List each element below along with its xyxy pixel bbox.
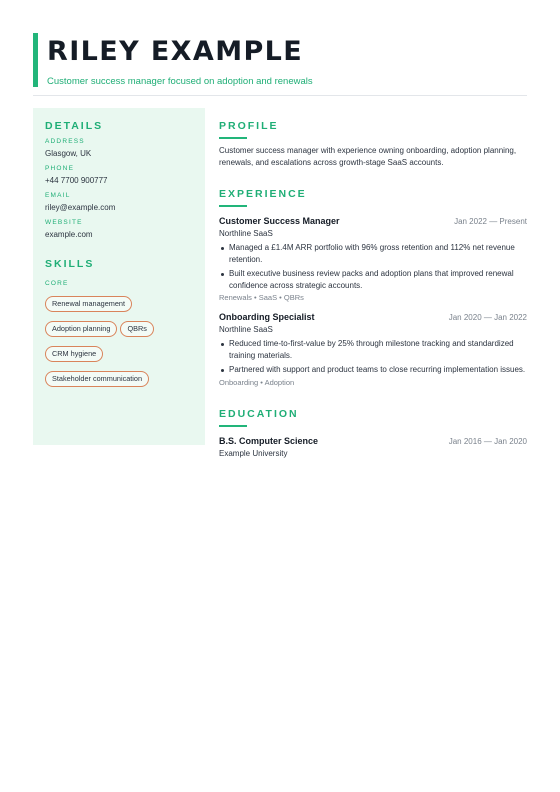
education-dates: Jan 2016 — Jan 2020 <box>448 436 527 446</box>
experience-section <box>219 188 527 388</box>
main-content <box>219 120 527 459</box>
section-underline <box>219 137 247 139</box>
education-section <box>219 408 527 459</box>
candidate-name: RILEY EXAMPLE <box>47 36 304 67</box>
skill-chip: Adoption planning <box>45 321 117 337</box>
job-dates: Jan 2020 — Jan 2022 <box>448 313 527 322</box>
core-label: CORE <box>45 280 69 287</box>
skill-chip: CRM hygiene <box>45 346 103 362</box>
skill-chip: Renewal management <box>45 296 132 312</box>
job-company: Northline SaaS <box>219 229 273 238</box>
skills-heading: SKILLS <box>45 258 95 270</box>
website-value: example.com <box>45 230 93 239</box>
profile-text: Customer success manager with experience owning onboarding, adoption planning, renewals, and escalations across growth-stage SaaS accounts. <box>219 146 517 167</box>
skill-chip: Stakeholder communication <box>45 371 149 387</box>
accent-bar <box>33 33 38 87</box>
job-title: Customer Success Manager <box>219 216 340 226</box>
section-underline <box>219 205 247 207</box>
details-heading: DETAILS <box>45 120 104 132</box>
experience-heading: EXPERIENCE <box>219 188 307 200</box>
address-label: ADDRESS <box>45 138 85 145</box>
email-label: EMAIL <box>45 192 71 199</box>
phone-value: +44 7700 900777 <box>45 176 108 185</box>
job-entry <box>219 312 527 388</box>
school: Example University <box>219 448 288 458</box>
job-entry <box>219 216 527 303</box>
job-tags: Renewals • SaaS • QBRs <box>219 293 304 302</box>
tagline: Customer success manager focused on adoption and renewals <box>47 76 313 87</box>
bullet-item: Partnered with support and product teams to close recurring implementation issues. <box>229 365 526 374</box>
bullet-item: Managed a £1.4M ARR portfolio with 96% gross retention and 112% net revenue retention. <box>229 242 527 265</box>
skill-chip: QBRs <box>120 321 153 337</box>
sidebar <box>33 108 205 445</box>
job-title: Onboarding Specialist <box>219 312 315 322</box>
section-underline <box>219 425 247 427</box>
bullet-item: Reduced time-to-first-value by 25% through milestone tracking and standardized training materials. <box>229 338 527 361</box>
degree: B.S. Computer Science <box>219 435 319 446</box>
skill-chips <box>45 293 195 393</box>
job-bullets <box>219 242 527 291</box>
job-company: Northline SaaS <box>219 325 273 334</box>
profile-heading: PROFILE <box>219 120 279 132</box>
phone-label: PHONE <box>45 165 75 172</box>
job-dates: Jan 2022 — Present <box>454 217 527 226</box>
education-entry <box>219 436 527 459</box>
profile-section <box>219 120 527 168</box>
bullet-item: Built executive business review packs and adoption plans that improved renewal confidence across strategic accounts. <box>229 268 527 291</box>
email-value: riley@example.com <box>45 203 116 212</box>
job-tags: Onboarding • Adoption <box>219 377 295 387</box>
address-value: Glasgow, UK <box>45 149 92 158</box>
job-bullets <box>219 338 527 376</box>
header-divider <box>33 95 527 96</box>
education-heading: EDUCATION <box>219 407 299 420</box>
website-label: WEBSITE <box>45 219 83 226</box>
